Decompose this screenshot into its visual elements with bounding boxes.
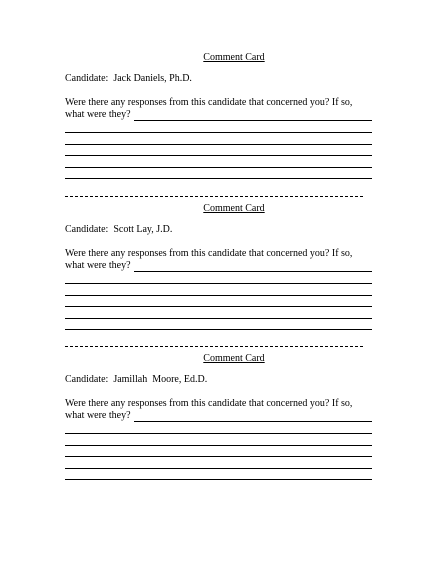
comment-card-2 [65, 203, 373, 333]
question-line-2: what were they? [65, 410, 131, 421]
comment-card-1 [65, 52, 373, 182]
answer-line[interactable] [65, 446, 372, 457]
answer-line[interactable] [65, 319, 372, 330]
answer-line[interactable] [65, 423, 372, 434]
answer-lines [65, 423, 372, 480]
cut-line-separator [65, 196, 363, 197]
candidate-name: Candidate: Scott Lay, J.D. [65, 224, 173, 235]
answer-line[interactable] [65, 273, 372, 284]
question-line-2-row [65, 109, 395, 121]
answer-line[interactable] [65, 457, 372, 468]
question-text [65, 398, 395, 422]
question-line-1: Were there any responses from this candidate that concerned you? If so, [65, 398, 353, 409]
question-line-2-row [65, 260, 395, 272]
question-text [65, 248, 395, 272]
card-title: Comment Card [203, 52, 265, 63]
answer-line[interactable] [65, 168, 372, 179]
card-title: Comment Card [203, 203, 265, 214]
answer-line[interactable] [65, 133, 372, 144]
candidate-name: Candidate: Jack Daniels, Ph.D. [65, 73, 192, 84]
question-text [65, 97, 395, 121]
answer-line[interactable] [65, 145, 372, 156]
question-line-2: what were they? [65, 260, 131, 271]
question-line-2-row [65, 410, 395, 422]
answer-line[interactable] [65, 122, 372, 133]
answer-line[interactable] [65, 469, 372, 480]
answer-line[interactable] [134, 262, 372, 272]
question-line-1: Were there any responses from this candidate that concerned you? If so, [65, 97, 353, 108]
answer-line[interactable] [65, 156, 372, 167]
answer-line[interactable] [65, 434, 372, 445]
answer-lines [65, 273, 372, 330]
cut-line-separator [65, 346, 363, 347]
question-line-2: what were they? [65, 109, 131, 120]
answer-line[interactable] [134, 412, 372, 422]
answer-line[interactable] [65, 307, 372, 318]
candidate-name: Candidate: Jamillah Moore, Ed.D. [65, 374, 208, 385]
card-title: Comment Card [203, 353, 265, 364]
answer-line[interactable] [134, 111, 372, 121]
answer-lines [65, 122, 372, 179]
answer-line[interactable] [65, 284, 372, 295]
question-line-1: Were there any responses from this candidate that concerned you? If so, [65, 248, 353, 259]
comment-card-3 [65, 353, 373, 483]
answer-line[interactable] [65, 296, 372, 307]
